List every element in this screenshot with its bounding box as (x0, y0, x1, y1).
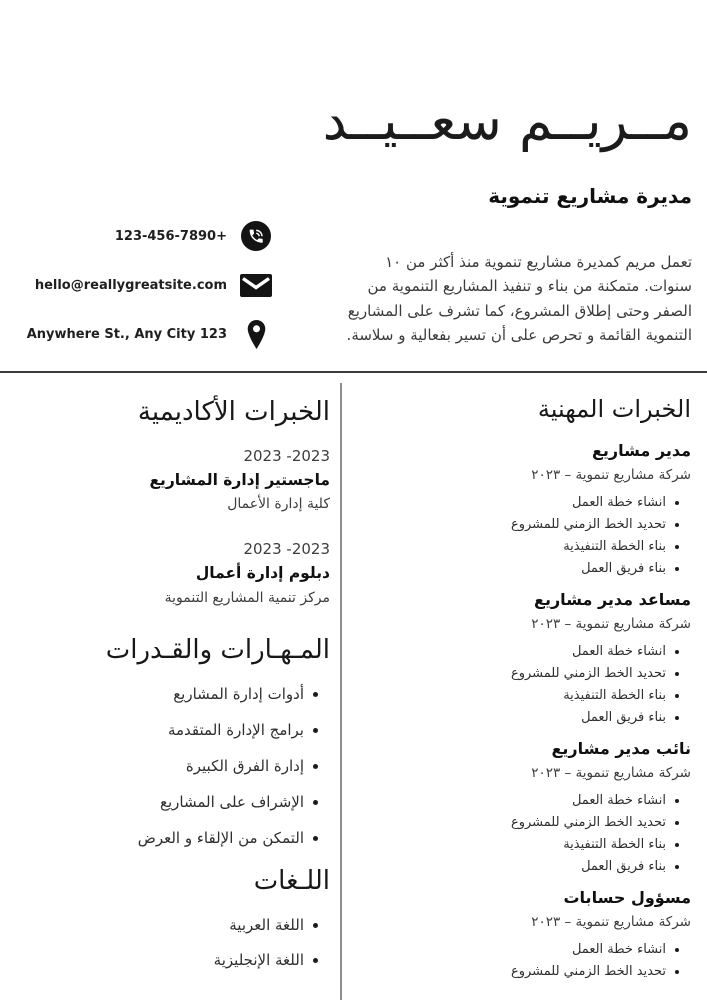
list-item (60, 915, 318, 936)
job-bullet: بناء الخطة التنفيذية (563, 837, 666, 853)
left-column (60, 395, 330, 985)
list-item (355, 643, 679, 661)
right-column (355, 393, 691, 993)
bullet-dot (675, 799, 679, 803)
bullet-dot (675, 523, 679, 527)
phone-icon (240, 221, 272, 251)
list-item (355, 516, 679, 534)
education-school: مركز تنمية المشاريع التنموية (164, 589, 330, 606)
list-item (355, 836, 679, 854)
profile-summary: تعمل مريم كمديرة مشاريع تنموية منذ أكثر من ١٠ سنوات. متمكنة من بناء و تنفيذ المشاريع التنموية من الصفر وحتى إطلاق المشروع، كما تشرف على المشاريع التنموية القائمة و تحرص على أن تسير بفعالية و سلاسة. (346, 253, 692, 344)
job-bullet: انشاء خطة العمل (571, 644, 666, 660)
email-icon (240, 274, 272, 297)
bullet-dot (675, 650, 679, 654)
job-bullet: انشاء خطة العمل (571, 495, 666, 511)
job-company: شركة مشاريع تنموية – ٢٠٢٣ (531, 467, 691, 484)
languages-list (60, 915, 330, 971)
education-degree: دبلوم إدارة أعمال (195, 564, 330, 583)
list-item (355, 792, 679, 810)
job-company: شركة مشاريع تنموية – ٢٠٢٣ (531, 765, 691, 782)
job-bullet: بناء فريق العمل (581, 561, 666, 577)
bullet-dot (675, 567, 679, 571)
bullet-dot (675, 545, 679, 549)
contact-row-email (34, 270, 272, 300)
job-title: مسؤول حسابات (563, 888, 691, 908)
skill-label: أدوات إدارة المشاريع (173, 684, 304, 703)
street-address: Anywhere St., Any City 123 (26, 326, 227, 342)
list-item (355, 665, 679, 683)
list-item (60, 756, 318, 777)
person-name: مــريــم سعــيــد (322, 89, 692, 152)
job-bullet: انشاء خطة العمل (571, 942, 666, 958)
education-dates: 2023 -2023 (243, 540, 330, 559)
job-bullet-list (355, 941, 691, 981)
education-dates: 2023 -2023 (243, 447, 330, 466)
skill-label: برامج الإدارة المتقدمة (167, 720, 304, 739)
list-item (355, 709, 679, 727)
list-item (355, 538, 679, 556)
contact-row-address (26, 319, 272, 349)
job-bullet: تحديد الخط الزمني للمشروع (510, 517, 666, 533)
person-job-title: مديرة مشاريع تنموية (488, 184, 692, 208)
phone-number: 123-456-7890+ (114, 228, 227, 244)
list-item (355, 963, 679, 981)
bullet-dot (675, 948, 679, 952)
bullet-dot (313, 923, 318, 928)
job-bullet-list (355, 643, 691, 727)
bullet-dot (313, 800, 318, 805)
contact-row-phone (40, 221, 272, 251)
bullet-dot (675, 694, 679, 698)
bullet-dot (313, 958, 318, 963)
job-entry (355, 739, 691, 876)
bullet-dot (675, 843, 679, 847)
skill-label: التمكن من الإلقاء و العرض (137, 828, 304, 847)
list-item (355, 814, 679, 832)
bullet-dot (313, 836, 318, 841)
bullet-dot (675, 865, 679, 869)
contact-block (26, 221, 272, 349)
job-entry (355, 888, 691, 981)
bullet-dot (675, 501, 679, 505)
list-item (355, 687, 679, 705)
job-bullet-list (355, 494, 691, 578)
bullet-dot (675, 672, 679, 676)
bullet-dot (313, 692, 318, 697)
list-item (355, 858, 679, 876)
list-item (60, 684, 318, 705)
language-label: اللغة العربية (229, 915, 304, 934)
bullet-dot (675, 821, 679, 825)
job-bullet: بناء الخطة التنفيذية (563, 539, 666, 555)
list-item (60, 720, 318, 741)
language-label: اللغة الإنجليزية (213, 950, 304, 969)
list-item (355, 494, 679, 512)
job-bullet: بناء الخطة التنفيذية (563, 688, 666, 704)
job-title: مساعد مدير مشاريع (534, 590, 691, 610)
job-bullet: انشاء خطة العمل (571, 793, 666, 809)
skills-heading: المـهـارات والقـدرات (105, 634, 330, 665)
job-company: شركة مشاريع تنموية – ٢٠٢٣ (531, 914, 691, 931)
job-entry (355, 590, 691, 727)
job-title: مدير مشاريع (591, 441, 691, 461)
column-divider (340, 383, 342, 1000)
horizontal-rule (0, 371, 707, 373)
bullet-dot (675, 970, 679, 974)
bullet-dot (675, 716, 679, 720)
education-degree: ماجستير إدارة المشاريع (149, 471, 330, 490)
list-item (60, 792, 318, 813)
list-item (60, 950, 318, 971)
job-title: نائب مدير مشاريع (551, 739, 691, 759)
job-bullet: تحديد الخط الزمني للمشروع (510, 666, 666, 682)
email-address: hello@reallygreatsite.com (34, 277, 227, 293)
education-entry (60, 539, 330, 608)
skills-list (60, 684, 330, 849)
education-entry (60, 446, 330, 515)
list-item (60, 828, 318, 849)
list-item (355, 941, 679, 959)
list-item (355, 560, 679, 578)
job-bullet: تحديد الخط الزمني للمشروع (510, 964, 666, 980)
languages-heading: اللـغات (253, 865, 330, 896)
job-bullet: بناء فريق العمل (581, 859, 666, 875)
bullet-dot (313, 728, 318, 733)
location-icon (240, 319, 272, 350)
skill-label: إدارة الفرق الكبيرة (185, 756, 304, 775)
skill-label: الإشراف على المشاريع (159, 792, 304, 811)
job-company: شركة مشاريع تنموية – ٢٠٢٣ (531, 616, 691, 633)
academic-heading: الخبرات الأكاديمية (137, 397, 330, 427)
bullet-dot (313, 764, 318, 769)
professional-heading: الخبرات المهنية (537, 395, 691, 423)
job-bullet: بناء فريق العمل (581, 710, 666, 726)
job-entry (355, 441, 691, 578)
job-bullet: تحديد الخط الزمني للمشروع (510, 815, 666, 831)
education-school: كلية إدارة الأعمال (227, 496, 330, 513)
job-bullet-list (355, 792, 691, 876)
